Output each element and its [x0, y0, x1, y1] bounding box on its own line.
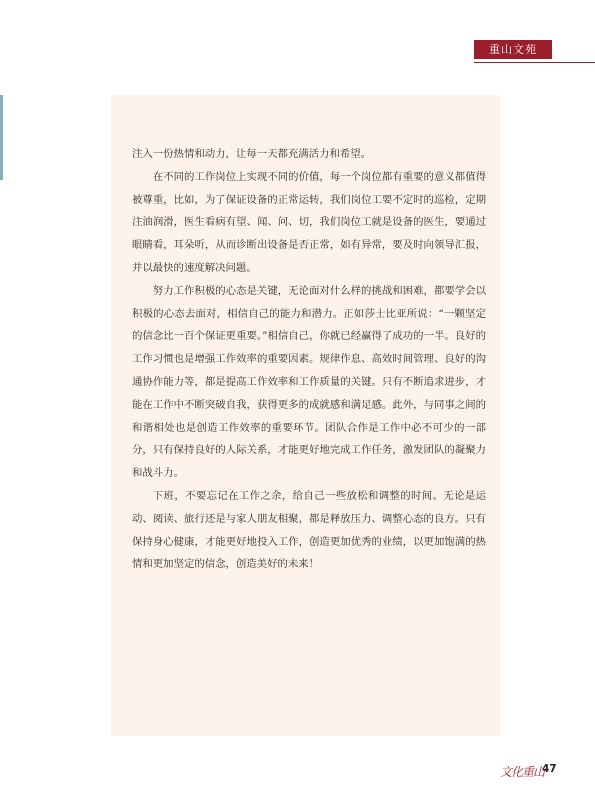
article-paragraph: 努力工作积极的心态是关键，无论面对什么样的挑战和困难，都要学会以积极的心态去面对，相信自己的能力和潜力。正如莎士比亚所说：“一颗坚定的信念比一百个保证更重要。”相信自己，你就已经赢得了成功的一半。良好的工作习惯也是增强工作效率的重要因素。规律作息、高效时间管理、良好的沟通协作能力等，都是提高工作效率和工作质量的关键。只有不断追求进步，才能在工作中不断突破自我，获得更多的成就感和满足感。此外，与同事之间的和谐相处也是创造工作效率的重要环节。团队合作是工作中必不可少的一部分，只有保持良好的人际关系，才能更好地完成工作任务，激发团队的凝聚力和战斗力。: [132, 284, 486, 480]
article-paragraph: 在不同的工作岗位上实现不同的价值，每一个岗位都有重要的意义都值得被尊重，比如，为了保证设备的正常运转，我们岗位工要不定时的巡检，定期注油润滑，医生看病有望、闻、问、切，我们岗位工就是设备的医生，要通过眼睛看，耳朵听，从而诊断出设备是否正常，如有异常，要及时向领导汇报，并以最快的速度解决问题。: [132, 170, 486, 274]
page-number: 47: [542, 763, 557, 775]
article-body: [132, 143, 486, 576]
section-tag: 重山文苑: [474, 40, 552, 59]
header-rule: [474, 62, 595, 63]
article-paragraph: 下班，不要忘记在工作之余，给自己一些放松和调整的时间。无论是运动、阅读、旅行还是与家人朋友相聚，都是释放压力、调整心态的良方。只有保持身心健康，才能更好地投入工作，创造更加优秀的业绩，以更加饱满的热情和更加坚定的信念，创造美好的未来！: [132, 489, 486, 571]
magazine-logo: 文化重山: [500, 765, 545, 779]
article-paragraph: 注入一份热情和动力，让每一天都充满活力和希望。: [132, 148, 371, 160]
left-edge-mark: [0, 95, 3, 180]
